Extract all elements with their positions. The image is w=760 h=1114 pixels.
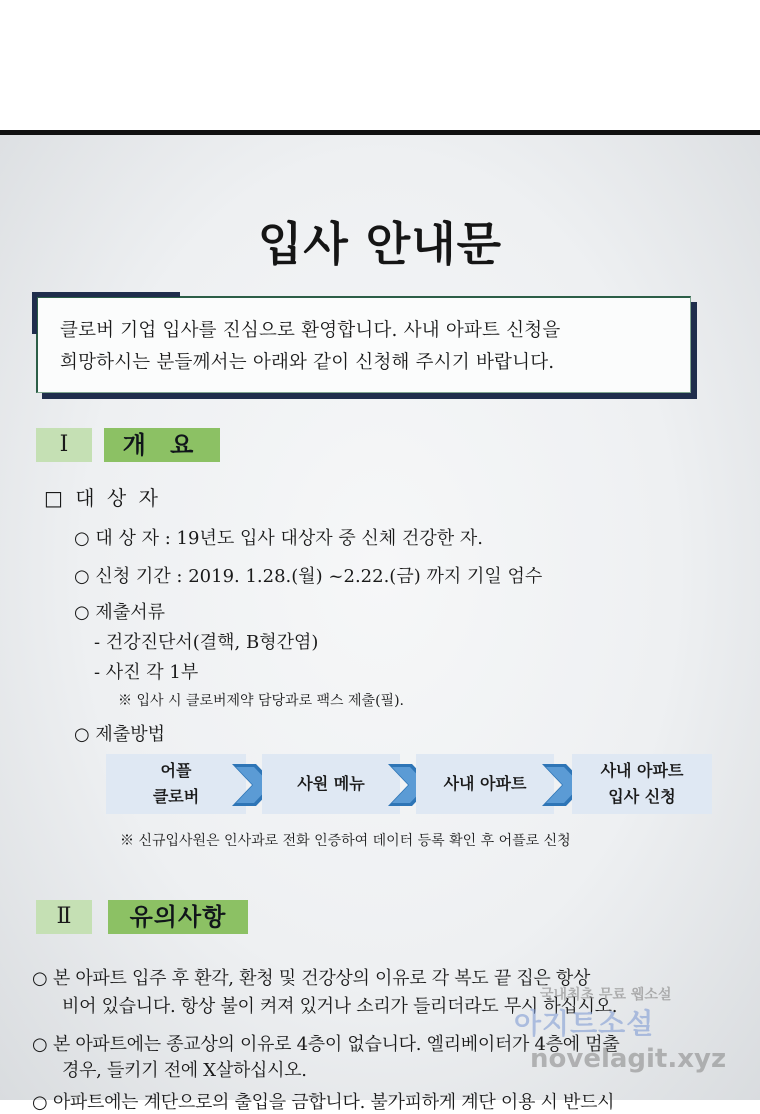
intro-line-1: 클로버 기업 입사를 진심으로 환영합니다. 사내 아파트 신청을 [60, 320, 561, 341]
intro-box-accent [32, 292, 180, 297]
overview-item-target: ○ 대 상 자 : 19년도 입사 대상자 중 신체 건강한 자. [74, 528, 483, 549]
flow-step-4-line2: 입사 신청 [608, 787, 676, 806]
section-2-number: Ⅱ [36, 900, 92, 934]
flow-step-3 [416, 754, 554, 814]
overview-heading: □ 대 상 자 [44, 486, 161, 510]
document-subitem: - 사진 각 1부 [94, 662, 199, 683]
flow-step-3-line1: 사내 아파트 [443, 774, 527, 793]
overview-item-period: ○ 신청 기간 : 2019. 1.28.(월) ~2.22.(금) 까지 기일 엄수 [74, 566, 543, 587]
caution-line: ○ 본 아파트에는 종교상의 이유로 4층이 없습니다. 엘리베이터가 4층에 멈출 [32, 1034, 620, 1055]
flow-step-2-line1: 사원 메뉴 [297, 774, 365, 793]
overview-item-documents: ○ 제출서류 [74, 602, 165, 623]
caution-line: 비어 있습니다. 항상 불이 켜져 있거나 소리가 들리더라도 무시 하십시오. [62, 996, 618, 1017]
flow-step-2 [262, 754, 400, 814]
caution-line: 경우, 들키기 전에 X살하십시오. [62, 1060, 307, 1081]
flow-note: ※ 신규입사원은 인사과로 전화 인증하여 데이터 등록 확인 후 어플로 신청 [120, 833, 571, 849]
watermark-logo: 아지트소설 [514, 1007, 655, 1040]
intro-box-accent-left [32, 292, 37, 334]
flow-step-4 [572, 754, 712, 814]
flow-step-4-line1: 사내 아파트 [600, 761, 684, 780]
section-1-number: Ⅰ [36, 428, 92, 462]
watermark-tagline: 국내최초 무료 웹소설 [540, 987, 672, 1003]
flow-step-1-line1: 어플 [160, 761, 192, 780]
documents-note: ※ 입사 시 클로버제약 담당과로 팩스 제출(필). [118, 693, 404, 709]
intro-line-2: 희망하시는 분들께서는 아래와 같이 신청해 주시기 바랍니다. [60, 352, 555, 373]
caution-line: ○ 본 아파트 입주 후 환각, 환청 및 건강상의 이유로 각 복도 끝 집은 항상 [32, 968, 591, 989]
overview-item-method: ○ 제출방법 [74, 724, 165, 745]
page-title: 입사 안내문 [257, 217, 503, 271]
caution-line: ○ 아파트에는 계단으로의 출입을 금합니다. 불가피하게 계단 이용 시 반드시 [32, 1092, 615, 1113]
document-subitem: - 건강진단서(결핵, B형간염) [94, 632, 319, 653]
flow-step-1 [106, 754, 246, 814]
section-2-title: 유의사항 [108, 900, 248, 934]
section-1-title: 개 요 [104, 428, 220, 462]
intro-box [36, 296, 691, 393]
watermark-url: novelagit.xyz [530, 1044, 727, 1074]
flow-step-1-line2: 클로버 [152, 787, 200, 806]
top-margin [0, 0, 760, 130]
